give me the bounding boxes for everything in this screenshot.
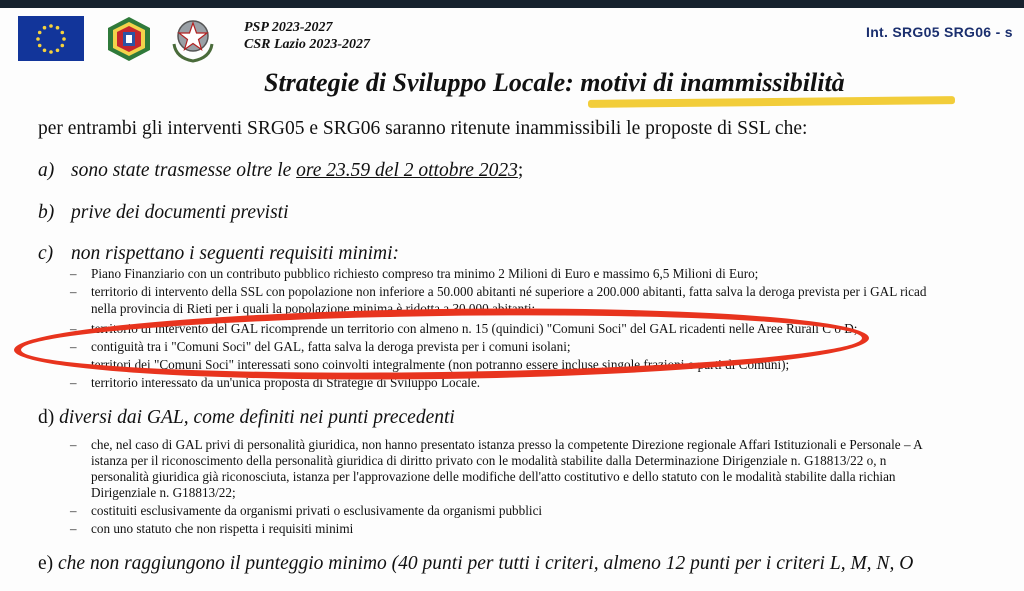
header-intervention-code: Int. SRG05 SRG06 - s — [866, 24, 1013, 40]
list-item-a — [38, 160, 523, 182]
bullet-dash: – — [70, 375, 77, 390]
list-item: territorio di intervento del GAL ricomprende un territorio con almeno n. 15 (quindici) "Comuni Soci" del GAL ricadenti nelle Aree Rurali C o D; — [91, 321, 858, 336]
item-text: diversi dai GAL, come definiti nei punti precedenti — [59, 407, 455, 428]
item-text: prive dei documenti previsti — [71, 202, 289, 223]
bullet-dash: – — [70, 437, 77, 452]
bullet-dash: – — [70, 357, 77, 372]
list-item-b — [38, 202, 289, 224]
eu-flag-logo — [18, 16, 84, 61]
list-item: costituiti esclusivamente da organismi privati o esclusivamente da organismi pubblici — [91, 503, 543, 518]
regione-lazio-logo — [106, 16, 152, 62]
bullet-dash: – — [70, 284, 77, 299]
list-item: territorio di intervento della SSL con popolazione non inferiore a 50.000 abitanti né superiore a 200.000 abitanti, fatta salva la deroga prevista per i GAL ricad — [91, 284, 927, 299]
bullet-dash: – — [70, 321, 77, 336]
list-item: territorio interessato da un'unica proposta di Strategie di Sviluppo Locale. — [91, 375, 481, 390]
list-item: Piano Finanziario con un contributo pubblico richiesto compreso tra minimo 2 Milioni di Euro e massimo 6,5 Milioni di Euro; — [91, 266, 759, 281]
bullet-dash: – — [70, 503, 77, 518]
list-item-continuation: Dirigenziale n. G18813/22; — [91, 485, 236, 500]
list-item-continuation: istanza per il riconoscimento della personalità giuridica di diritto privato con le modalità stabilite dalla Determinazione Dirigenziale n. G18813/22 o, n — [91, 453, 887, 468]
list-item: con uno statuto che non rispetta i requisiti minimi — [91, 521, 354, 536]
intro-paragraph: per entrambi gli interventi SRG05 e SRG06 saranno ritenute inammissibili le proposte di SSL che: — [38, 118, 808, 139]
list-item-c — [38, 243, 399, 265]
list-item-continuation: nella provincia di Rieti per i quali la popolazione minima è ridotta a 30.000 abitanti; — [91, 301, 536, 316]
item-text-end: ; — [517, 160, 524, 181]
item-text: sono state trasmesse oltre le — [71, 160, 297, 181]
item-label: d) — [38, 407, 55, 428]
deadline-underlined: ore 23.59 del 2 ottobre 2023 — [296, 160, 518, 181]
list-item-d — [38, 407, 455, 429]
page-title: Strategie di Sviluppo Locale: motivi di inammissibilità — [264, 68, 845, 97]
item-label: c) — [38, 243, 54, 264]
header-csr: CSR Lazio 2023-2027 — [244, 37, 371, 52]
list-item-continuation: personalità giuridica già riconosciuta, istanza per l'approvazione delle modifiche dell'atto costitutivo e dello statuto con le modalità stabilite dalla richian — [91, 469, 896, 484]
list-item: che, nel caso di GAL privi di personalità giuridica, non hanno presentato istanza presso la competente Direzione regionale Affari Istituzionali e Personale – A — [91, 437, 923, 452]
item-label: b) — [38, 202, 55, 223]
italian-republic-emblem — [170, 14, 216, 64]
top-border — [0, 0, 1024, 8]
item-label: e) — [38, 553, 54, 574]
bullet-dash: – — [70, 339, 77, 354]
list-item-highlighted: contiguità tra i "Comuni Soci" del GAL, fatta salva la deroga prevista per i comuni isolani; — [91, 339, 571, 354]
list-item-e — [38, 553, 913, 575]
item-label: a) — [38, 160, 55, 181]
item-text: che non raggiungono il punteggio minimo (40 punti per tutti i criteri, almeno 12 punti per i criteri L, M, N, O — [58, 553, 914, 574]
list-item: territori dei "Comuni Soci" interessati sono coinvolti integralmente (non potranno essere incluse singole frazioni o parti di Comuni); — [91, 357, 790, 372]
header-psp: PSP 2023-2027 — [244, 20, 333, 35]
bullet-dash: – — [70, 266, 77, 281]
bullet-dash: – — [70, 521, 77, 536]
item-text: non rispettano i seguenti requisiti minimi: — [71, 243, 400, 264]
